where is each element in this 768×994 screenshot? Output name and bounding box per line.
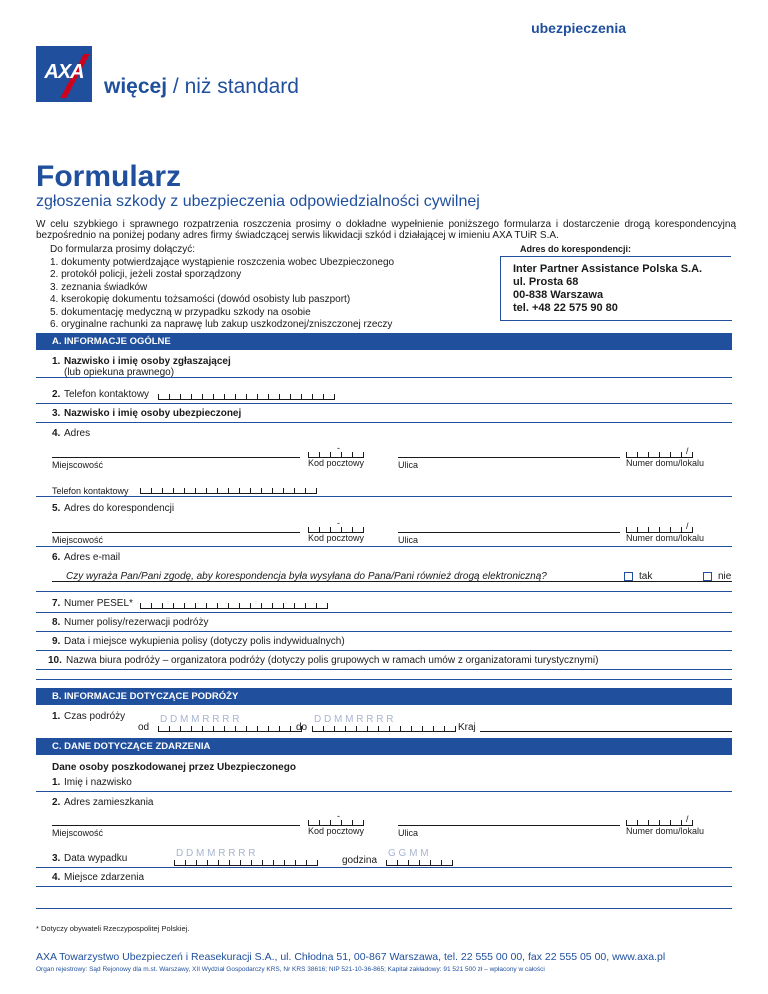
field-reporter-name[interactable]: 1. Nazwisko i imię osoby zgłaszającej (lub opiekuna prawnego)	[36, 356, 732, 378]
address-line: 00-838 Warszawa	[513, 289, 604, 301]
caption-city: Miejscowość	[52, 535, 104, 545]
postcode-boxes-a[interactable]	[308, 449, 364, 458]
postcode-dash: -	[337, 811, 340, 821]
field-policy-number[interactable]: 8. Numer polisy/rezerwacji podróży	[36, 617, 732, 632]
divider	[36, 591, 732, 592]
address-heading: Adres do korespondencji:	[520, 244, 632, 254]
divider	[36, 679, 732, 680]
field-corr-address-label: 5. Adres do korespondencji	[52, 503, 175, 514]
footer-company: AXA Towarzystwo Ubezpieczeń i Reasekuracji S.A., ul. Chłodna 51, 00-867 Warszawa, tel. 22 555 00 00, fax 22 555 05 00, www.axa.pl	[36, 951, 666, 963]
house-slash: /	[686, 446, 689, 456]
street-input[interactable]	[398, 457, 620, 458]
caption-postcode: Kod pocztowy	[308, 458, 365, 468]
field-pesel[interactable]: 7. Numer PESEL*	[36, 598, 732, 613]
address-line: tel. +48 22 575 90 80	[513, 302, 618, 314]
slogan-sep: /	[172, 75, 179, 98]
attachment-item: 1. dokumenty potwierdzające wystąpienie roszczenia wobec Ubezpieczonego	[50, 256, 395, 268]
travel-to-label: do	[296, 722, 308, 733]
caption-house: Numer domu/lokalu	[626, 826, 705, 836]
footnote: * Dotyczy obywateli Rzeczypospolitej Polskiej.	[36, 924, 190, 933]
travel-time-label: 1. Czas podróży	[52, 711, 126, 722]
email-consent-question: Czy wyraża Pan/Pani zgodę, aby korespondencja była wysyłana do Pana/Pani również drogą elektroniczną?	[66, 571, 547, 582]
attachments-list	[50, 244, 394, 332]
country-label: Kraj	[458, 722, 476, 733]
consent-yes[interactable]: tak	[624, 571, 652, 582]
field-travel-agency[interactable]: 10. Nazwa biura podróży – organizatora podróży (dotyczy polis grupowych w ramach umów z organizatorami turystycznymi)	[36, 655, 732, 670]
section-b-header: B. INFORMACJE DOTYCZĄCE PODRÓŻY	[36, 688, 732, 705]
pesel-boxes[interactable]	[140, 600, 328, 609]
slogan-a: więcej	[104, 75, 168, 98]
travel-from-label: od	[138, 722, 150, 733]
hour-placeholder: G G M M	[388, 848, 429, 859]
intro-text: W celu szybkiego i sprawnego rozpatrzenia roszczenia prosimy o dokładne wypełnienie poniższego formularza i dostarczenie drogą korespondencyjną bezpośrednio na poniżej podany adres firmy świadczącej serwis likwidacji szkód i działającej w imieniu AXA TUiR S.A.	[36, 219, 736, 241]
postcode-dash: -	[337, 518, 340, 528]
field-accident-place[interactable]: 4. Miejsce zdarzenia	[36, 872, 732, 887]
axa-logo	[36, 46, 92, 102]
attachment-item: 4. kserokopię dokumentu tożsamości (dowód osobisty lub paszport)	[50, 294, 351, 305]
address-underline	[500, 320, 732, 321]
field-insured-name[interactable]: 3. Nazwisko i imię osoby ubezpieczonej	[36, 408, 732, 423]
corr-city-input[interactable]	[52, 532, 300, 533]
consent-no[interactable]: nie	[703, 571, 731, 582]
address-line: ul. Prosta 68	[513, 276, 579, 288]
caption-house: Numer domu/lokalu	[626, 533, 705, 543]
field-address-label: 4. Adres	[52, 428, 91, 439]
divider	[36, 867, 732, 868]
attachment-item: 5. dokumentację medyczną w przypadku szkody na osobie	[50, 306, 311, 318]
address-phone-label: Telefon kontaktowy	[52, 486, 129, 496]
phone-boxes[interactable]	[158, 391, 335, 400]
date-to-placeholder: D D M M R R R R	[314, 714, 394, 725]
caption-postcode: Kod pocztowy	[308, 826, 365, 836]
corr-street-input[interactable]	[398, 532, 620, 533]
field-policy-purchase[interactable]: 9. Data i miejsce wykupienia polisy (dotyczy polis indywidualnych)	[36, 636, 732, 651]
address-box	[500, 256, 731, 321]
slogan-b: niż standard	[184, 75, 299, 98]
house-slash: /	[686, 521, 689, 531]
accident-date-placeholder: D D M M R R R R	[176, 848, 256, 859]
attachments-heading: Do formularza prosimy dołączyć:	[50, 244, 196, 255]
caption-city: Miejscowość	[52, 460, 104, 470]
attachment-item: 3. zeznania świadków	[50, 281, 148, 293]
accident-date-label: 3. Data wypadku	[52, 853, 128, 864]
field-victim-name[interactable]: 1. Imię i nazwisko	[36, 777, 732, 792]
field-email-label: 6. Adres e-mail	[52, 552, 121, 563]
section-c-header: C. DANE DOTYCZĄCE ZDARZENIA	[36, 738, 732, 755]
accident-date-boxes[interactable]	[174, 857, 318, 866]
res-street-input[interactable]	[398, 825, 620, 826]
divider	[36, 496, 732, 497]
date-from-placeholder: D D M M R R R R	[160, 714, 240, 725]
divider	[36, 546, 732, 547]
field-phone[interactable]: 2. Telefon kontaktowy	[36, 389, 732, 404]
res-city-input[interactable]	[52, 825, 300, 826]
brand-tag: ubezpieczenia	[531, 20, 626, 36]
date-from-boxes[interactable]	[158, 723, 302, 732]
footer-registry: Organ rejestrowy: Sąd Rejonowy dla m.st. Warszawy, XII Wydział Gospodarczy KRS, Nr KRS 38616; NIP 521-10-36-865; Kapitał zakładowy: 91 521 500 zł – wpłacony w całości	[36, 966, 545, 973]
postcode-dash: -	[337, 443, 340, 453]
caption-postcode: Kod pocztowy	[308, 533, 365, 543]
caption-house: Numer domu/lokalu	[626, 458, 705, 468]
checkbox-no[interactable]	[703, 572, 712, 581]
corr-house-boxes[interactable]	[626, 524, 693, 533]
country-input[interactable]	[480, 731, 732, 732]
hour-label: godzina	[342, 855, 378, 866]
slogan	[104, 75, 299, 99]
address-phone-boxes[interactable]	[140, 485, 317, 494]
caption-street: Ulica	[398, 828, 419, 838]
attachment-item: 6. oryginalne rachunki za naprawę lub zakup uszkodzonej/zniszczonej rzeczy	[50, 319, 393, 330]
attachment-item: 2. protokół policji, jeżeli został sporządzony	[50, 269, 242, 280]
logo-text: AXA	[44, 61, 84, 83]
page-title: Formularz	[36, 160, 182, 193]
caption-street: Ulica	[398, 535, 419, 545]
section-c-subheading: Dane osoby poszkodowanej przez Ubezpieczonego	[52, 762, 296, 773]
house-boxes[interactable]	[626, 449, 693, 458]
res-postcode-boxes[interactable]	[308, 817, 364, 826]
corr-postcode-boxes[interactable]	[308, 524, 364, 533]
res-house-boxes[interactable]	[626, 817, 693, 826]
date-to-boxes[interactable]	[312, 723, 456, 732]
section-a-header: A. INFORMACJE OGÓLNE	[36, 333, 732, 350]
page-subtitle: zgłoszenia szkody z ubezpieczenia odpowiedzialności cywilnej	[36, 193, 480, 210]
caption-street: Ulica	[398, 460, 419, 470]
house-slash: /	[686, 814, 689, 824]
city-input[interactable]	[52, 457, 300, 458]
hour-boxes[interactable]	[386, 857, 453, 866]
divider	[36, 908, 732, 909]
caption-city: Miejscowość	[52, 828, 104, 838]
field-residence-label: 2. Adres zamieszkania	[52, 797, 154, 808]
address-line: Inter Partner Assistance Polska S.A.	[513, 263, 703, 275]
checkbox-yes[interactable]	[624, 572, 633, 581]
